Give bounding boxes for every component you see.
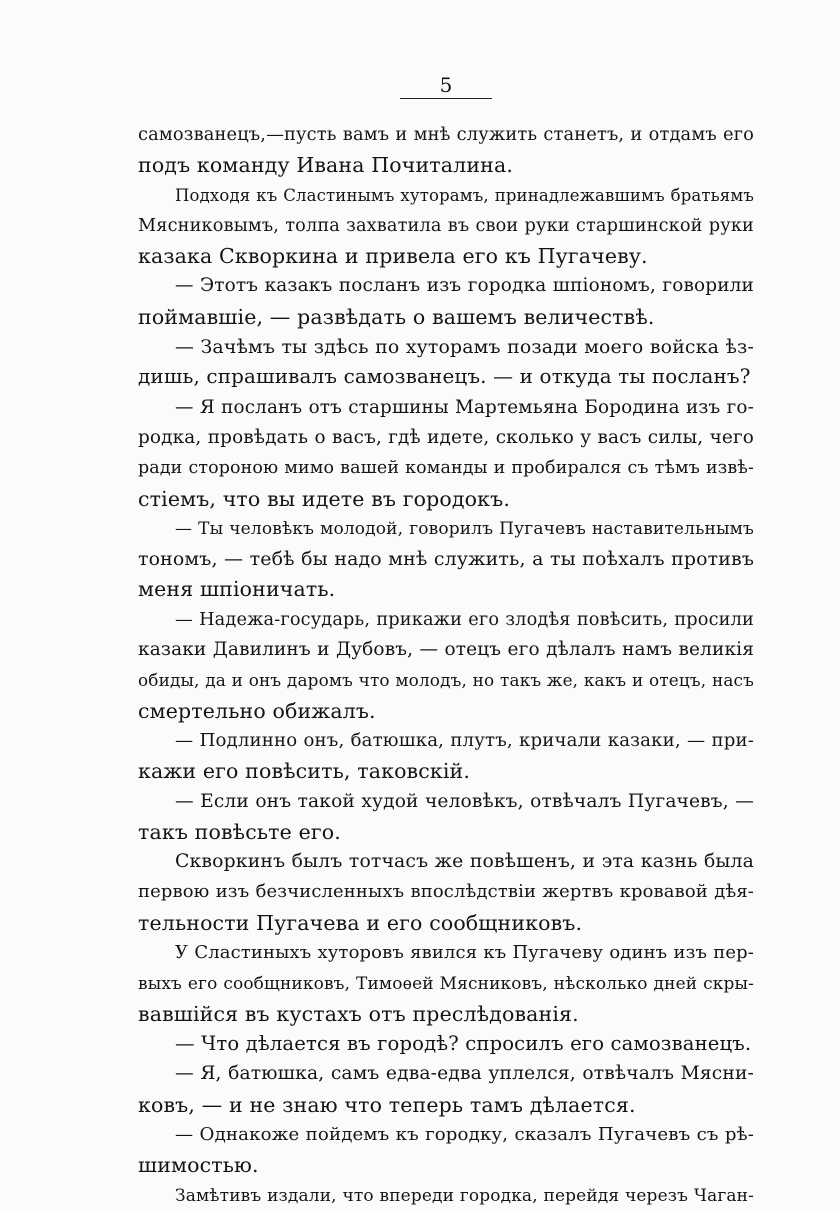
text-line: самозванецъ,—пусть вамъ и мнѣ служить станетъ, и отдамъ его [138, 124, 754, 145]
text-line: — Я, батюшка, самъ едва-едва уплелся, отвѣчалъ Мясни- [175, 1063, 754, 1085]
text-line: — Надежа-государь, прикажи его злодѣя повѣсить, просили [175, 609, 754, 630]
text-line: поймавшіе, — развѣдать о вашемъ величествѣ. [138, 304, 655, 329]
paragraph [138, 1120, 754, 1181]
paragraph [138, 1059, 754, 1120]
text-line: тономъ, — тебѣ бы надо мнѣ служить, а ты поѣхалъ противъ [138, 548, 754, 571]
text-line: — Подлинно онъ, батюшка, плутъ, кричали казаки, — при- [175, 729, 754, 751]
text-line: родка, провѣдать о васъ, гдѣ идете, сколько у васъ силы, чего [138, 426, 754, 448]
text-line: подъ команду Ивана Почиталина. [138, 153, 514, 178]
text-line: У Сластиныхъ хуторовъ явился къ Пугачеву одинъ изъ пер- [175, 942, 754, 964]
paragraph [138, 271, 754, 332]
text-line: — Ты человѣкъ молодой, говорилъ Пугачевъ наставительнымъ [175, 518, 754, 539]
text-line: Замѣтивъ издали, что впереди городка, перейдя черезъ Чаган- [175, 1185, 754, 1206]
paragraph [138, 938, 754, 1029]
text-line: Мясниковымъ, толпа захватила въ свои руки старшинской руки [138, 215, 754, 236]
text-line: казака Скворкина и привела его къ Пугачеву. [138, 244, 648, 269]
paragraph [138, 120, 754, 181]
text-line: казаки Давилинъ и Дубовъ, — отецъ его дѣлалъ намъ великія [138, 639, 754, 661]
page-number: 5 [439, 73, 453, 97]
text-line: — Я посланъ отъ старшины Мартемьяна Бородина изъ го- [175, 396, 754, 418]
text-line: стіемъ, что вы идете въ городокъ. [138, 486, 510, 511]
text-line: — Если онъ такой худой человѣкъ, отвѣчалъ Пугачевъ, — [175, 790, 754, 812]
paragraph [138, 726, 754, 787]
text-line: ковъ, — и не знаю что теперь тамъ дѣлается. [138, 1092, 636, 1117]
text-line: — Зачѣмъ ты здѣсь по хуторамъ позади моего войска ѣз- [175, 336, 754, 359]
page-number-rule [400, 98, 492, 99]
paragraph [138, 787, 754, 848]
text-line: — Однакоже пойдемъ къ городку, сказалъ Пугачевъ съ рѣ- [175, 1123, 754, 1145]
text-line: — Что дѣлается въ городѣ? спросилъ его самозванецъ. [175, 1031, 752, 1055]
body-text [138, 120, 754, 1211]
text-line: меня шпіоничать. [138, 577, 336, 602]
text-line: смертельно обижалъ. [138, 698, 376, 723]
text-line: такъ повѣсьте его. [138, 819, 341, 844]
paragraph [138, 1180, 754, 1210]
text-line: выхъ его сообщниковъ, Тимоѳей Мясниковъ, нѣсколько дней скры- [138, 973, 754, 994]
paragraph [138, 393, 754, 514]
text-line: Подходя къ Сластинымъ хуторамъ, принадлежавшимъ братьямъ [175, 185, 754, 205]
paragraph [138, 514, 754, 605]
paragraph [138, 605, 754, 726]
text-line: шимостью. [138, 1153, 259, 1178]
paragraph [138, 332, 754, 393]
text-line: кажи его повѣсить, таковскій. [138, 759, 471, 784]
paragraph [138, 181, 754, 272]
text-line: Скворкинъ былъ тотчасъ же повѣшенъ, и эта казнь была [175, 851, 754, 873]
text-line: — Этотъ казакъ посланъ изъ городка шпіономъ, говорили [175, 275, 754, 297]
text-line: обиды, да и онъ даромъ что молодъ, но такъ же, какъ и отецъ, насъ [138, 670, 754, 691]
text-line: дишь, спрашивалъ самозванецъ. — и откуда ты посланъ? [138, 365, 751, 389]
paragraph [138, 1029, 754, 1059]
text-line: ради стороною мимо вашей команды и пробирался съ тѣмъ извѣ- [138, 458, 754, 479]
text-line: вавшійся въ кустахъ отъ преслѣдованія. [138, 1001, 579, 1026]
paragraph [138, 847, 754, 938]
text-line: тельности Пугачева и его сообщниковъ. [138, 910, 583, 935]
text-line: первою изъ безчисленныхъ впослѣдствіи жертвъ кровавой дѣя- [138, 881, 754, 903]
